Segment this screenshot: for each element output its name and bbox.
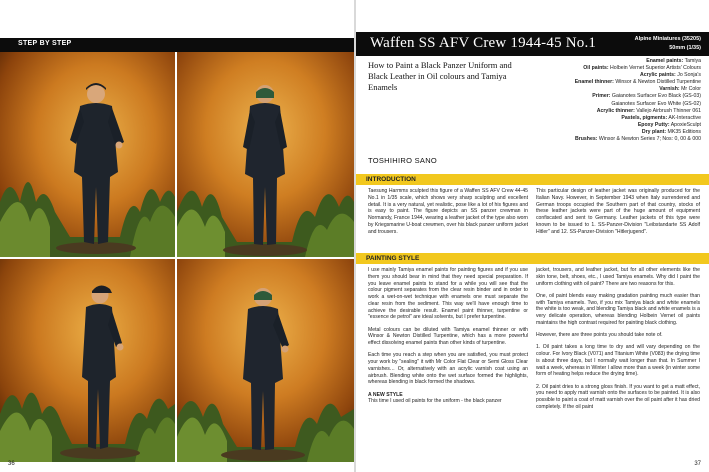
scale-label: 50mm (1/35): [669, 45, 701, 51]
material-item: Brushes: Winsor & Newton Series 7; Nos: 0, 00 & 000: [574, 136, 701, 143]
section-label-band: [0, 38, 354, 52]
figure-photo-back: [177, 52, 354, 257]
painting-style-heading-band: [356, 253, 709, 264]
introduction-heading-band: [356, 174, 709, 185]
title-band: [356, 32, 709, 56]
figure-photo-three-quarter: [177, 259, 354, 462]
article-title: Waffen SS AFV Crew 1944-45 No.1: [370, 35, 597, 51]
material-item: Epoxy Putty: ApoxieSculpt: [637, 121, 701, 128]
introduction-heading: INTRODUCTION: [366, 175, 416, 183]
material-item: Dry plant: MK35 Editions: [641, 128, 701, 135]
material-item: Acrylic thinner: Vallejo Airbrush Thinner 061: [596, 107, 701, 114]
right-page: [356, 0, 709, 472]
material-item: Acrylic paints: Jo Sonja's: [640, 72, 701, 79]
material-item: Enamel thinner: Winsor & Newton Distilled Turpentine: [574, 79, 701, 86]
maker-label: Alpine Miniatures (35205): [634, 36, 701, 42]
author-name: TOSHIHIRO SANO: [368, 156, 438, 165]
paragraph: This particular design of leather jacket was originally produced for the Italian Navy. However, in September 1943 when Italy surrendered and German troops occupied the Southern part of that country, stocks of these leather jackets were part of the huge amount of equipment confiscated and sent to Germany. Leather jackets of this type were known to be issued to 1. SS-Panzer-Division "Leibstandarte SS Adolf Hitler" and 12. SS-Panzer-Division "Hitlerjugend".: [536, 188, 700, 235]
paragraph: One, oil paint blends easy making gradation painting much easier than with Tamiya enamels. Two, if you mix Tamiya black and white enamels the white is too weak, and blending Tamiya black and white enamels is a very delicate operation, whereas blending Holbein Vernet oil paints maintains the high contrast required for painting black clothing.: [536, 292, 700, 326]
material-item: Oil paints: Holbein Vernet Superior Artists' Colours: [583, 65, 701, 72]
article-subtitle: How to Paint a Black Panzer Uniform and Black Leather in Oil colours and Tamiya Enamels: [368, 60, 512, 92]
section-label: STEP BY STEP: [18, 40, 72, 47]
material-item: Pastels, pigments: AK-Interactive: [621, 114, 701, 121]
material-item: Enamel paints: Tamiya: [646, 58, 701, 64]
page-number-left: 36: [8, 461, 15, 467]
paragraph: jacket, trousers, and leather jacket, but for all other elements like the skin tone, belt, shoes, etc., I used Tamiya enamels. Why did I paint the uniform clothing with oil paint? There are two reasons for this.: [536, 267, 700, 287]
material-item: Gaianotes Surfacer Evo White (GS-02): [611, 100, 701, 107]
paragraph: 1. Oil paint takes a long time to dry and will vary depending on the colour. For Ivory Black (V071) and Titanium White (V083) the drying time is about three days, but I normally wait longer than that. In Summer I wait a week, whereas in Winter I allow more than a week (in winter some form of heating helps reduce the drying time).: [536, 344, 700, 378]
figure-photo-side: [0, 259, 175, 462]
paragraph: This time I used oil paints for the uniform - the black panzer: [368, 398, 502, 405]
paragraph: However, there are three points you should take note of.: [536, 332, 663, 338]
painting-column-left: [368, 267, 528, 411]
paragraph: Taesung Harmms sculpted this figure of a Waffen SS AFV Crew 44-45 No.1 in 1/35 scale, which shows very sharp sculpting and excellent detail. It is a very natural, yet realistic, pose like a lot of his figures and is easy to paint. The figure depicts an SS panzer crewman in Normandy, France 1944, wearing a leather jacket of the type also worn by Kriegsmarine U-boat crewmen, over his black panzer uniform jacket and trousers.: [368, 188, 528, 235]
painting-column-right: [536, 267, 700, 416]
intro-column-left: [368, 188, 528, 241]
material-item: Varnish: Mr Color: [659, 86, 701, 93]
painting-style-heading: PAINTING STYLE: [366, 254, 420, 262]
materials-list: [526, 58, 701, 143]
new-style-heading: A NEW STYLE: [368, 391, 403, 398]
material-item: Primer: Gaianotes Surfacer Evo Black (GS-03): [592, 93, 701, 100]
page-number-right: 37: [694, 461, 701, 467]
paragraph: Each time you reach a step when you are satisfied, you must protect your work by "sealing" it with Mr Color Flat Clear or Semi Gloss Clear varnishes… Or, alternatively with an acrylic varnish coat using an airbrush. Blending white onto the wet surface formed the highlights, whereas blending in black formed the shadows.: [368, 352, 528, 386]
intro-column-right: [536, 188, 700, 241]
paragraph: I use mainly Tamiya enamel paints for painting figures and if you use them you should bear in mind that they need special preparation. If you leave enamel paints to stand for a while you will see that the colour pigment separates from the clear resin binder and in order to work a wet-on-wet technique with enamels one must separate the clear resin from the sediment. This way we'll have enough time to achieve the desirable result. Enamel paint thinner, turpentine or "essence de petrol" are ideal solvents, but I prefer turpentine.: [368, 267, 528, 321]
paragraph: Metal colours can be diluted with Tamiya enamel thinner or with Winsor & Newton Distilled Turpentine, which has a more powerful effect dissolving enamel paints than other kinds of turpentine.: [368, 326, 528, 346]
left-page: [0, 0, 354, 472]
figure-photo-front: [0, 52, 175, 257]
paragraph: 2. Oil paint dries to a strong gloss finish. If you want to get a matt effect, you need to apply matt varnish onto the surfaces to be painted. It is also possible to paint a coat of matt varnish over the oil paint after it has dried completely. If the oil paint: [536, 383, 700, 410]
